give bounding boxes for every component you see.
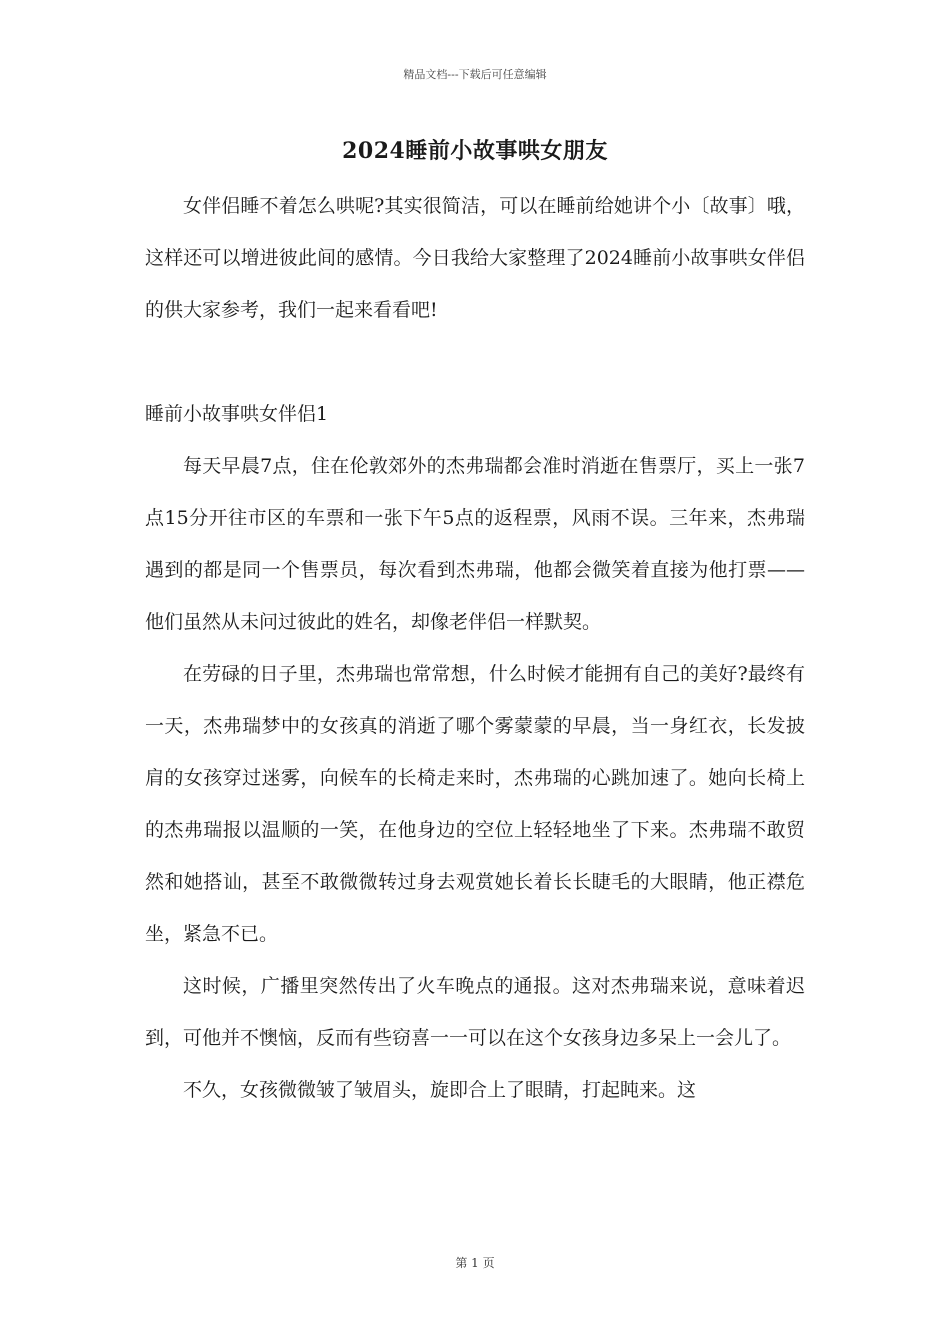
section-heading: 睡前小故事哄女伴侣1 (145, 403, 329, 425)
page-footer: 第 1 页 (455, 1256, 495, 1270)
document-title: 2024睡前小故事哄女朋友 (342, 138, 608, 164)
body-paragraph-3: 这时候，广播里突然传出了火车晚点的通报。这对杰弗瑞来说，意味着迟到，可他并不懊恼，反而有些窃喜一一可以在这个女孩身边多呆上一会儿了。 (145, 975, 805, 1049)
body-paragraph-1: 每天早晨7点，住在伦敦郊外的杰弗瑞都会准时消逝在售票厅，买上一张7点15分开往市区的车票和一张下午5点的返程票，风雨不误。三年来，杰弗瑞遇到的都是同一个售票员，每次看到杰弗瑞，他都会微笑着直接为他打票——他们虽然从未问过彼此的姓名，却像老伴侣一样默契。 (145, 455, 805, 633)
document-body (145, 180, 805, 1116)
intro-paragraph: 女伴侣睡不着怎么哄呢?其实很简洁，可以在睡前给她讲个小〔故事〕哦，这样还可以增进彼此间的感情。今日我给大家整理了2024睡前小故事哄女伴侣的供大家参考，我们一起来看看吧! (145, 195, 805, 321)
body-paragraph-2: 在劳碌的日子里，杰弗瑞也常常想，什么时候才能拥有自己的美好?最终有一天，杰弗瑞梦中的女孩真的消逝了哪个雾蒙蒙的早晨，当一身红衣，长发披肩的女孩穿过迷雾，向候车的长椅走来时，杰弗瑞的心跳加速了。她向长椅上的杰弗瑞报以温顺的一笑，在他身边的空位上轻轻地坐了下来。杰弗瑞不敢贸然和她搭讪，甚至不敢微微转过身去观赏她长着长长睫毛的大眼睛，他正襟危坐，紧急不已。 (145, 663, 805, 945)
page-header: 精品文档---下载后可任意编辑 (403, 68, 547, 81)
paragraph-spacer (145, 336, 805, 388)
body-paragraph-4: 不久，女孩微微皱了皱眉头，旋即合上了眼睛，打起盹来。这 (183, 1079, 697, 1101)
